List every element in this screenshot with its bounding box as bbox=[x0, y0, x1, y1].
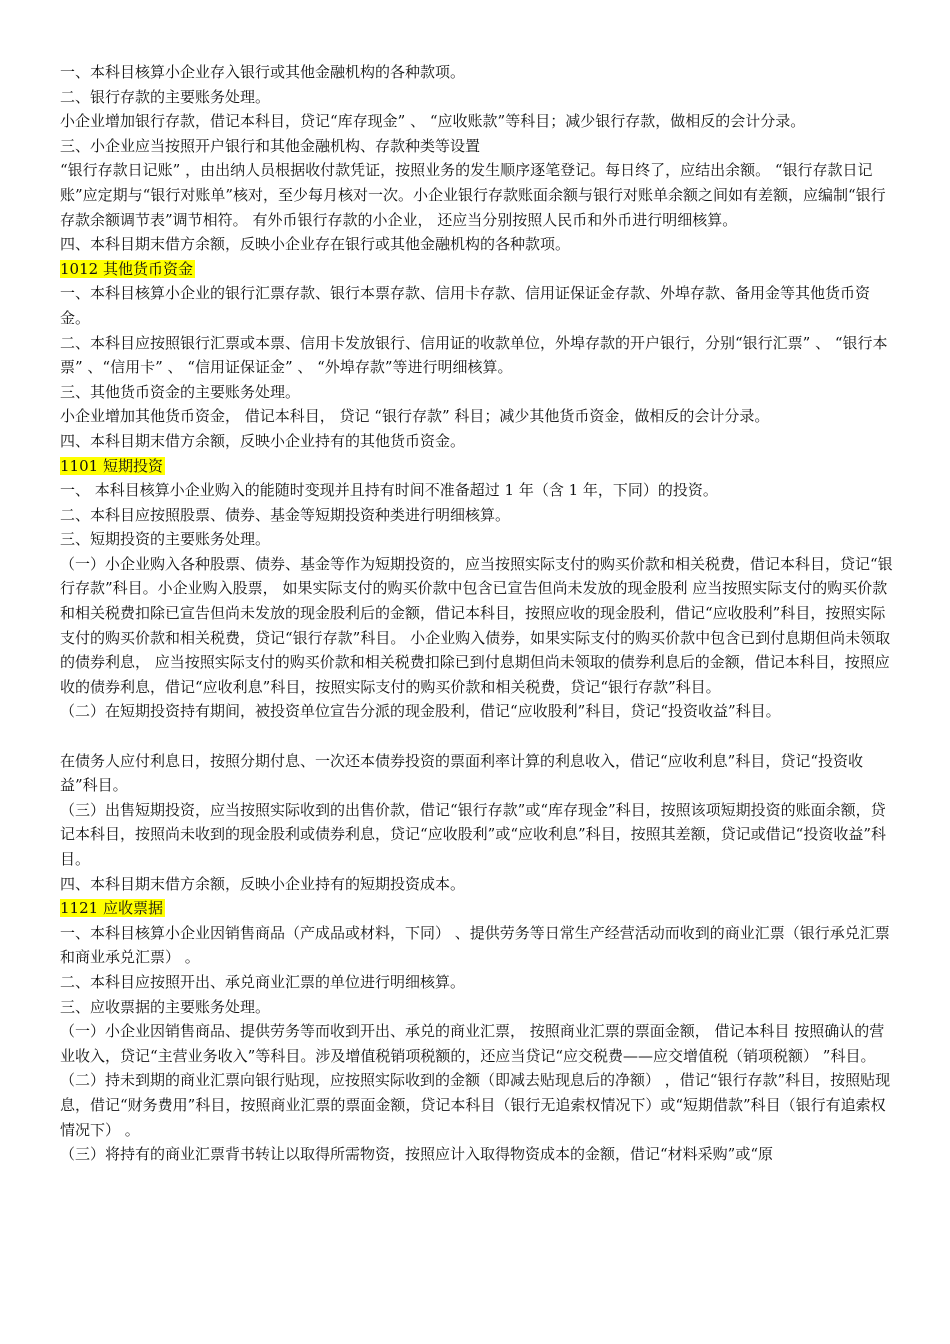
paragraph: 三、其他货币资金的主要账务处理。 bbox=[60, 382, 301, 401]
paragraph: 三、短期投资的主要账务处理。 bbox=[60, 530, 271, 549]
paragraph: （一）小企业因销售商品、提供劳务等而收到开出、承兑的商业汇票， 按照商业汇票的票面金额， 借记本科目 按照确认的营业收入，贷记“主营业务收入”等科目。涉及增值税销项税额的，还应当贷记“应交税费——应交增值税（销项税额） ”科目。 bbox=[60, 1022, 885, 1065]
paragraph: 一、本科目核算小企业存入银行或其他金融机构的各种款项。 bbox=[60, 63, 466, 81]
section-heading-text: 1101 短期投资 bbox=[60, 456, 163, 475]
section-heading bbox=[60, 454, 896, 479]
blank-line bbox=[60, 724, 896, 749]
paragraph: 小企业增加其他货币资金， 借记本科目， 贷记 “银行存款” 科目；减少其他货币资金，做相反的会计分录。 bbox=[60, 407, 770, 426]
section-heading bbox=[60, 257, 896, 282]
section-heading bbox=[60, 896, 896, 921]
paragraph: 二、银行存款的主要账务处理。 bbox=[60, 87, 271, 106]
paragraph: 一、 本科目核算小企业购入的能随时变现并且持有时间不准备超过 1 年（含 1 年，下同）的投资。 bbox=[60, 481, 718, 500]
paragraph: （三）出售短期投资，应当按照实际收到的出售价款，借记“银行存款”或“库存现金”科目，按照该项短期投资的账面余额，贷记本科目，按照尚未收到的现金股利或债券利息，贷记“应收股利”或“应收利息”科目，按照其差额，贷记或借记“投资收益”科目。 bbox=[60, 800, 887, 868]
paragraph: “银行存款日记账” ，由出纳人员根据收付款凭证，按照业务的发生顺序逐笔登记。每日终了，应结出余额。 “银行存款日记账”应定期与“银行对账单”核对，至少每月核对一次。小企业银行存款账面余额与银行对账单余额之间如有差额，应编制“银行存款余额调节表”调节相符。 有外币银行存款的小企业， 还应当分别按照人民币和外币进行明细核算。 bbox=[60, 161, 886, 229]
paragraph: 在债务人应付利息日，按照分期付息、一次还本债券投资的票面利率计算的利息收入，借记“应收利息”科目，贷记“投资收益”科目。 bbox=[60, 751, 864, 795]
paragraph: 三、小企业应当按照开户银行和其他金融机构、存款种类等设置 bbox=[60, 136, 481, 155]
paragraph: （二）持未到期的商业汇票向银行贴现，应按照实际收到的金额（即减去贴现息后的净额） ，借记“银行存款”科目，按照贴现息，借记“财务费用”科目，按照商业汇票的票面金额，贷记本科目（银行无追索权情况下）或“短期借款”科目（银行有追索权情况下） 。 bbox=[60, 1071, 891, 1139]
paragraph: 二、本科目应按照银行汇票或本票、信用卡发放银行、信用证的收款单位，外埠存款的开户银行，分别“银行汇票” 、 “银行本票” 、“信用卡” 、 “信用证保证金” 、 “外埠存款”等进行明细核算。 bbox=[60, 333, 888, 377]
section-heading-text: 1012 其他货币资金 bbox=[60, 259, 193, 278]
paragraph: 四、本科目期末借方余额，反映小企业持有的短期投资成本。 bbox=[60, 874, 466, 893]
paragraph: 三、应收票据的主要账务处理。 bbox=[60, 997, 271, 1016]
paragraph: （三）将持有的商业汇票背书转让以取得所需物资，按照应计入取得物资成本的金额，借记“材料采购”或“原 bbox=[60, 1145, 774, 1164]
paragraph: 二、本科目应按照开出、承兑商业汇票的单位进行明细核算。 bbox=[60, 972, 466, 991]
document-body bbox=[60, 60, 896, 1167]
paragraph: （一）小企业购入各种股票、债券、基金等作为短期投资的，应当按照实际支付的购买价款和相关税费，借记本科目，贷记“银行存款”科目。小企业购入股票， 如果实际支付的购买价款中包含已宣告但尚未发放的现金股利 应当按照实际支付的购买价款和相关税费扣除已宣告但尚未发放的现金股利后的金额，借记本科目，按照应收的现金股利，借记“应收股利”科目，按照实际支付的购买价款和相关税费，贷记“银行存款”科目。 小企业购入债券，如果实际支付的购买价款中包含已到付息期但尚未领取的债券利息， 应当按照实际支付的购买价款和相关税费扣除已到付息期但尚未领取的债券利息后的金额，借记本科目，按照应收的债券利息，借记“应收利息”科目，按照实际支付的购买价款和相关税费，贷记“银行存款”科目。 bbox=[60, 554, 893, 696]
paragraph: 小企业增加银行存款，借记本科目，贷记“库存现金” 、 “应收账款”等科目；减少银行存款，做相反的会计分录。 bbox=[60, 112, 806, 131]
paragraph: （二）在短期投资持有期间，被投资单位宣告分派的现金股利，借记“应收股利”科目，贷记“投资收益”科目。 bbox=[60, 702, 781, 721]
paragraph: 四、本科目期末借方余额，反映小企业存在银行或其他金融机构的各种款项。 bbox=[60, 235, 571, 254]
paragraph: 二、本科目应按照股票、债券、基金等短期投资种类进行明细核算。 bbox=[60, 505, 511, 524]
paragraph: 四、本科目期末借方余额，反映小企业持有的其他货币资金。 bbox=[60, 431, 466, 450]
paragraph: 一、本科目核算小企业因销售商品（产成品或材料，下同） 、提供劳务等日常生产经营活动而收到的商业汇票（银行承兑汇票和商业承兑汇票） 。 bbox=[60, 923, 890, 967]
section-heading-text: 1121 应收票据 bbox=[60, 899, 163, 918]
paragraph: 一、本科目核算小企业的银行汇票存款、银行本票存款、信用卡存款、信用证保证金存款、外埠存款、备用金等其他货币资金。 bbox=[60, 284, 871, 327]
